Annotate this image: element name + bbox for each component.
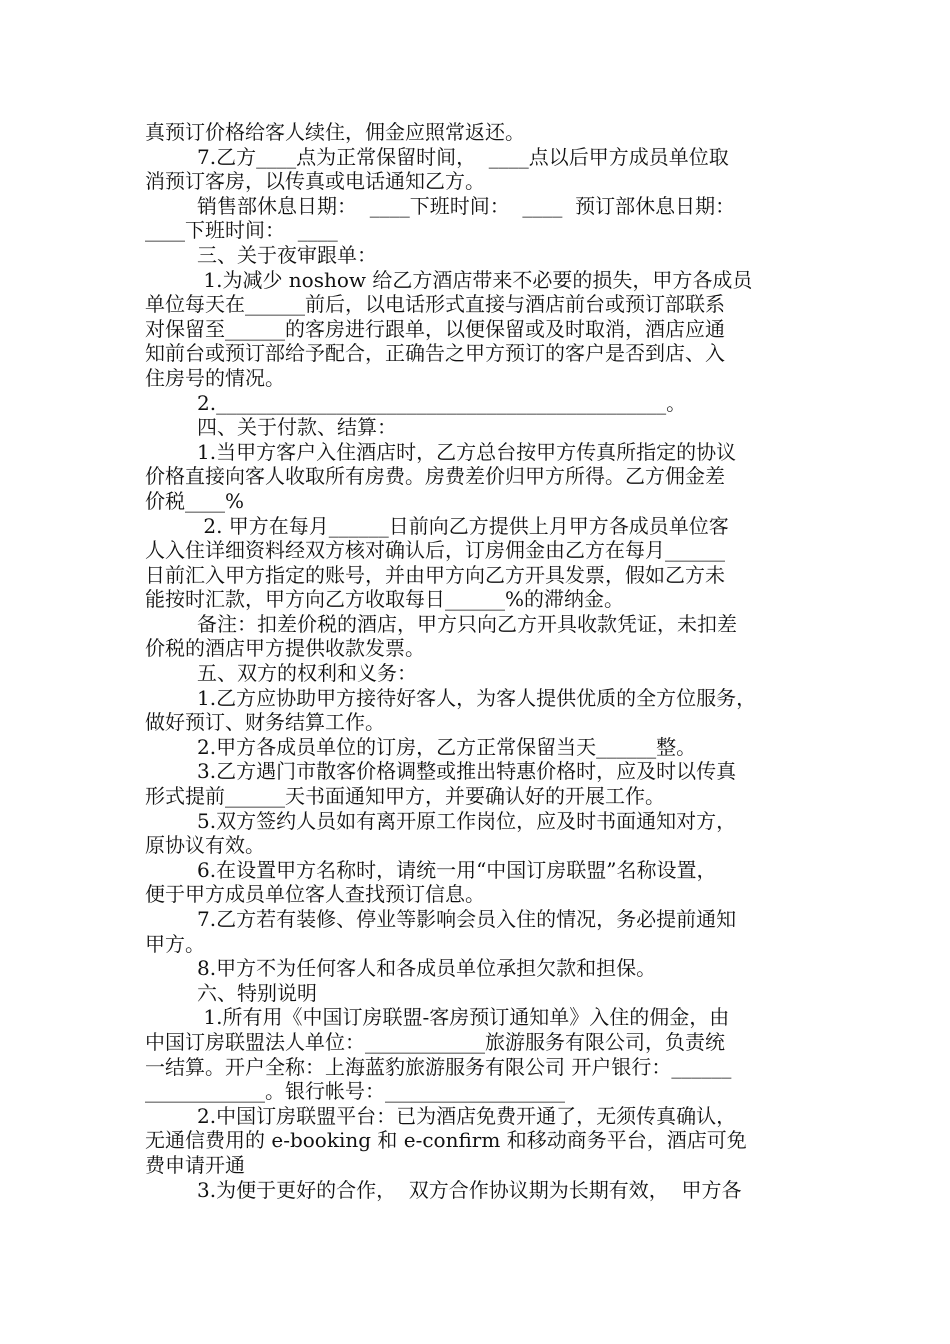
text-line: 单位每天在______前后，以电话形式直接与酒店前台或预订部联系	[145, 292, 725, 317]
text-line: 2.甲方各成员单位的订房，乙方正常保留当天______整。	[197, 734, 697, 759]
text-line: 无通信费用的 e-booking 和 e-confirm 和移动商务平台，酒店可免	[145, 1128, 747, 1153]
text-line: 三、关于夜审跟单：	[197, 242, 377, 267]
text-line: 甲方。	[145, 931, 205, 956]
text-line: 日前汇入甲方指定的账号，并由甲方向乙方开具发票，假如乙方未	[145, 562, 725, 587]
document-body	[145, 120, 807, 1202]
text-line: 6.在设置甲方名称时，请统一用“中国订房联盟”名称设置，	[197, 857, 717, 882]
text-line: 中国订房联盟法人单位：____________旅游服务有限公司，负责统	[145, 1029, 725, 1054]
text-line: 住房号的情况。	[145, 365, 285, 390]
text-line: 1.所有用《中国订房联盟-客房预订通知单》入住的佣金，由	[197, 1005, 730, 1030]
text-line: 形式提前______天书面通知甲方，并要确认好的开展工作。	[145, 784, 665, 809]
text-line: 能按时汇款，甲方向乙方收取每日______%的滞纳金。	[145, 587, 625, 612]
text-line: 真预订价格给客人续住，佣金应照常返还。	[145, 120, 525, 144]
text-line: 5.双方签约人员如有离开原工作岗位，应及时书面通知对方，	[197, 808, 737, 833]
text-line: 2._____________________________________________。	[197, 390, 687, 415]
text-line: 8.甲方不为任何客人和各成员单位承担欠款和担保。	[197, 956, 657, 981]
text-line: 价税的酒店甲方提供收款发票。	[145, 636, 425, 661]
text-line: 四、关于付款、结算：	[197, 415, 397, 440]
text-line: 2. 甲方在每月______日前向乙方提供上月甲方各成员单位客	[197, 513, 729, 538]
text-line: 原协议有效。	[145, 833, 265, 858]
text-line: 消预订客房，以传真或电话通知乙方。	[145, 169, 485, 194]
text-line: 价格直接向客人收取所有房费。房费差价归甲方所得。乙方佣金差	[145, 464, 725, 489]
text-line: 1.当甲方客户入住酒店时，乙方总台按甲方传真所指定的协议	[197, 439, 737, 464]
text-line: 销售部休息日期： ____下班时间： ____ 预订部休息日期：	[197, 193, 736, 218]
text-line: 3.乙方遇门市散客价格调整或推出特惠价格时，应及时以传真	[197, 759, 737, 784]
text-line: ____________。银行帐号：__________________	[145, 1079, 565, 1104]
text-line: 3.为便于更好的合作， 双方合作协议期为长期有效， 甲方各	[197, 1177, 742, 1202]
text-line: 一结算。开户全称：上海蓝豹旅游服务有限公司 开户银行：______	[145, 1054, 732, 1079]
text-line: 费申请开通	[145, 1152, 245, 1177]
text-line: 7.乙方____点为正常保留时间， ____点以后甲方成员单位取	[197, 144, 729, 169]
text-line: 1.为减少 noshow 给乙方酒店带来不必要的损失，甲方各成员	[197, 267, 753, 292]
text-line: 7.乙方若有装修、停业等影响会员入住的情况，务必提前通知	[197, 907, 737, 931]
text-line: 2.中国订房联盟平台：已为酒店免费开通了，无须传真确认，	[197, 1103, 737, 1128]
text-line: 知前台或预订部给予配合，正确告之甲方预订的客户是否到店、入	[145, 341, 725, 366]
text-line: 1.乙方应协助甲方接待好客人，为客人提供优质的全方位服务，	[197, 685, 757, 710]
text-line: 价税____%	[145, 488, 245, 513]
text-line: 做好预订、财务结算工作。	[145, 710, 385, 735]
text-line: 人入住详细资料经双方核对确认后，订房佣金由乙方在每月______	[145, 538, 725, 563]
text-line: 六、特别说明	[197, 980, 317, 1005]
text-line: 五、双方的权利和义务：	[197, 661, 417, 686]
text-line: ____下班时间： ____	[145, 218, 338, 243]
text-line: 对保留至______的客房进行跟单，以便保留或及时取消，酒店应通	[145, 316, 725, 341]
text-line: 备注：扣差价税的酒店，甲方只向乙方开具收款凭证，未扣差	[197, 611, 737, 636]
text-line: 便于甲方成员单位客人查找预订信息。	[145, 882, 485, 907]
